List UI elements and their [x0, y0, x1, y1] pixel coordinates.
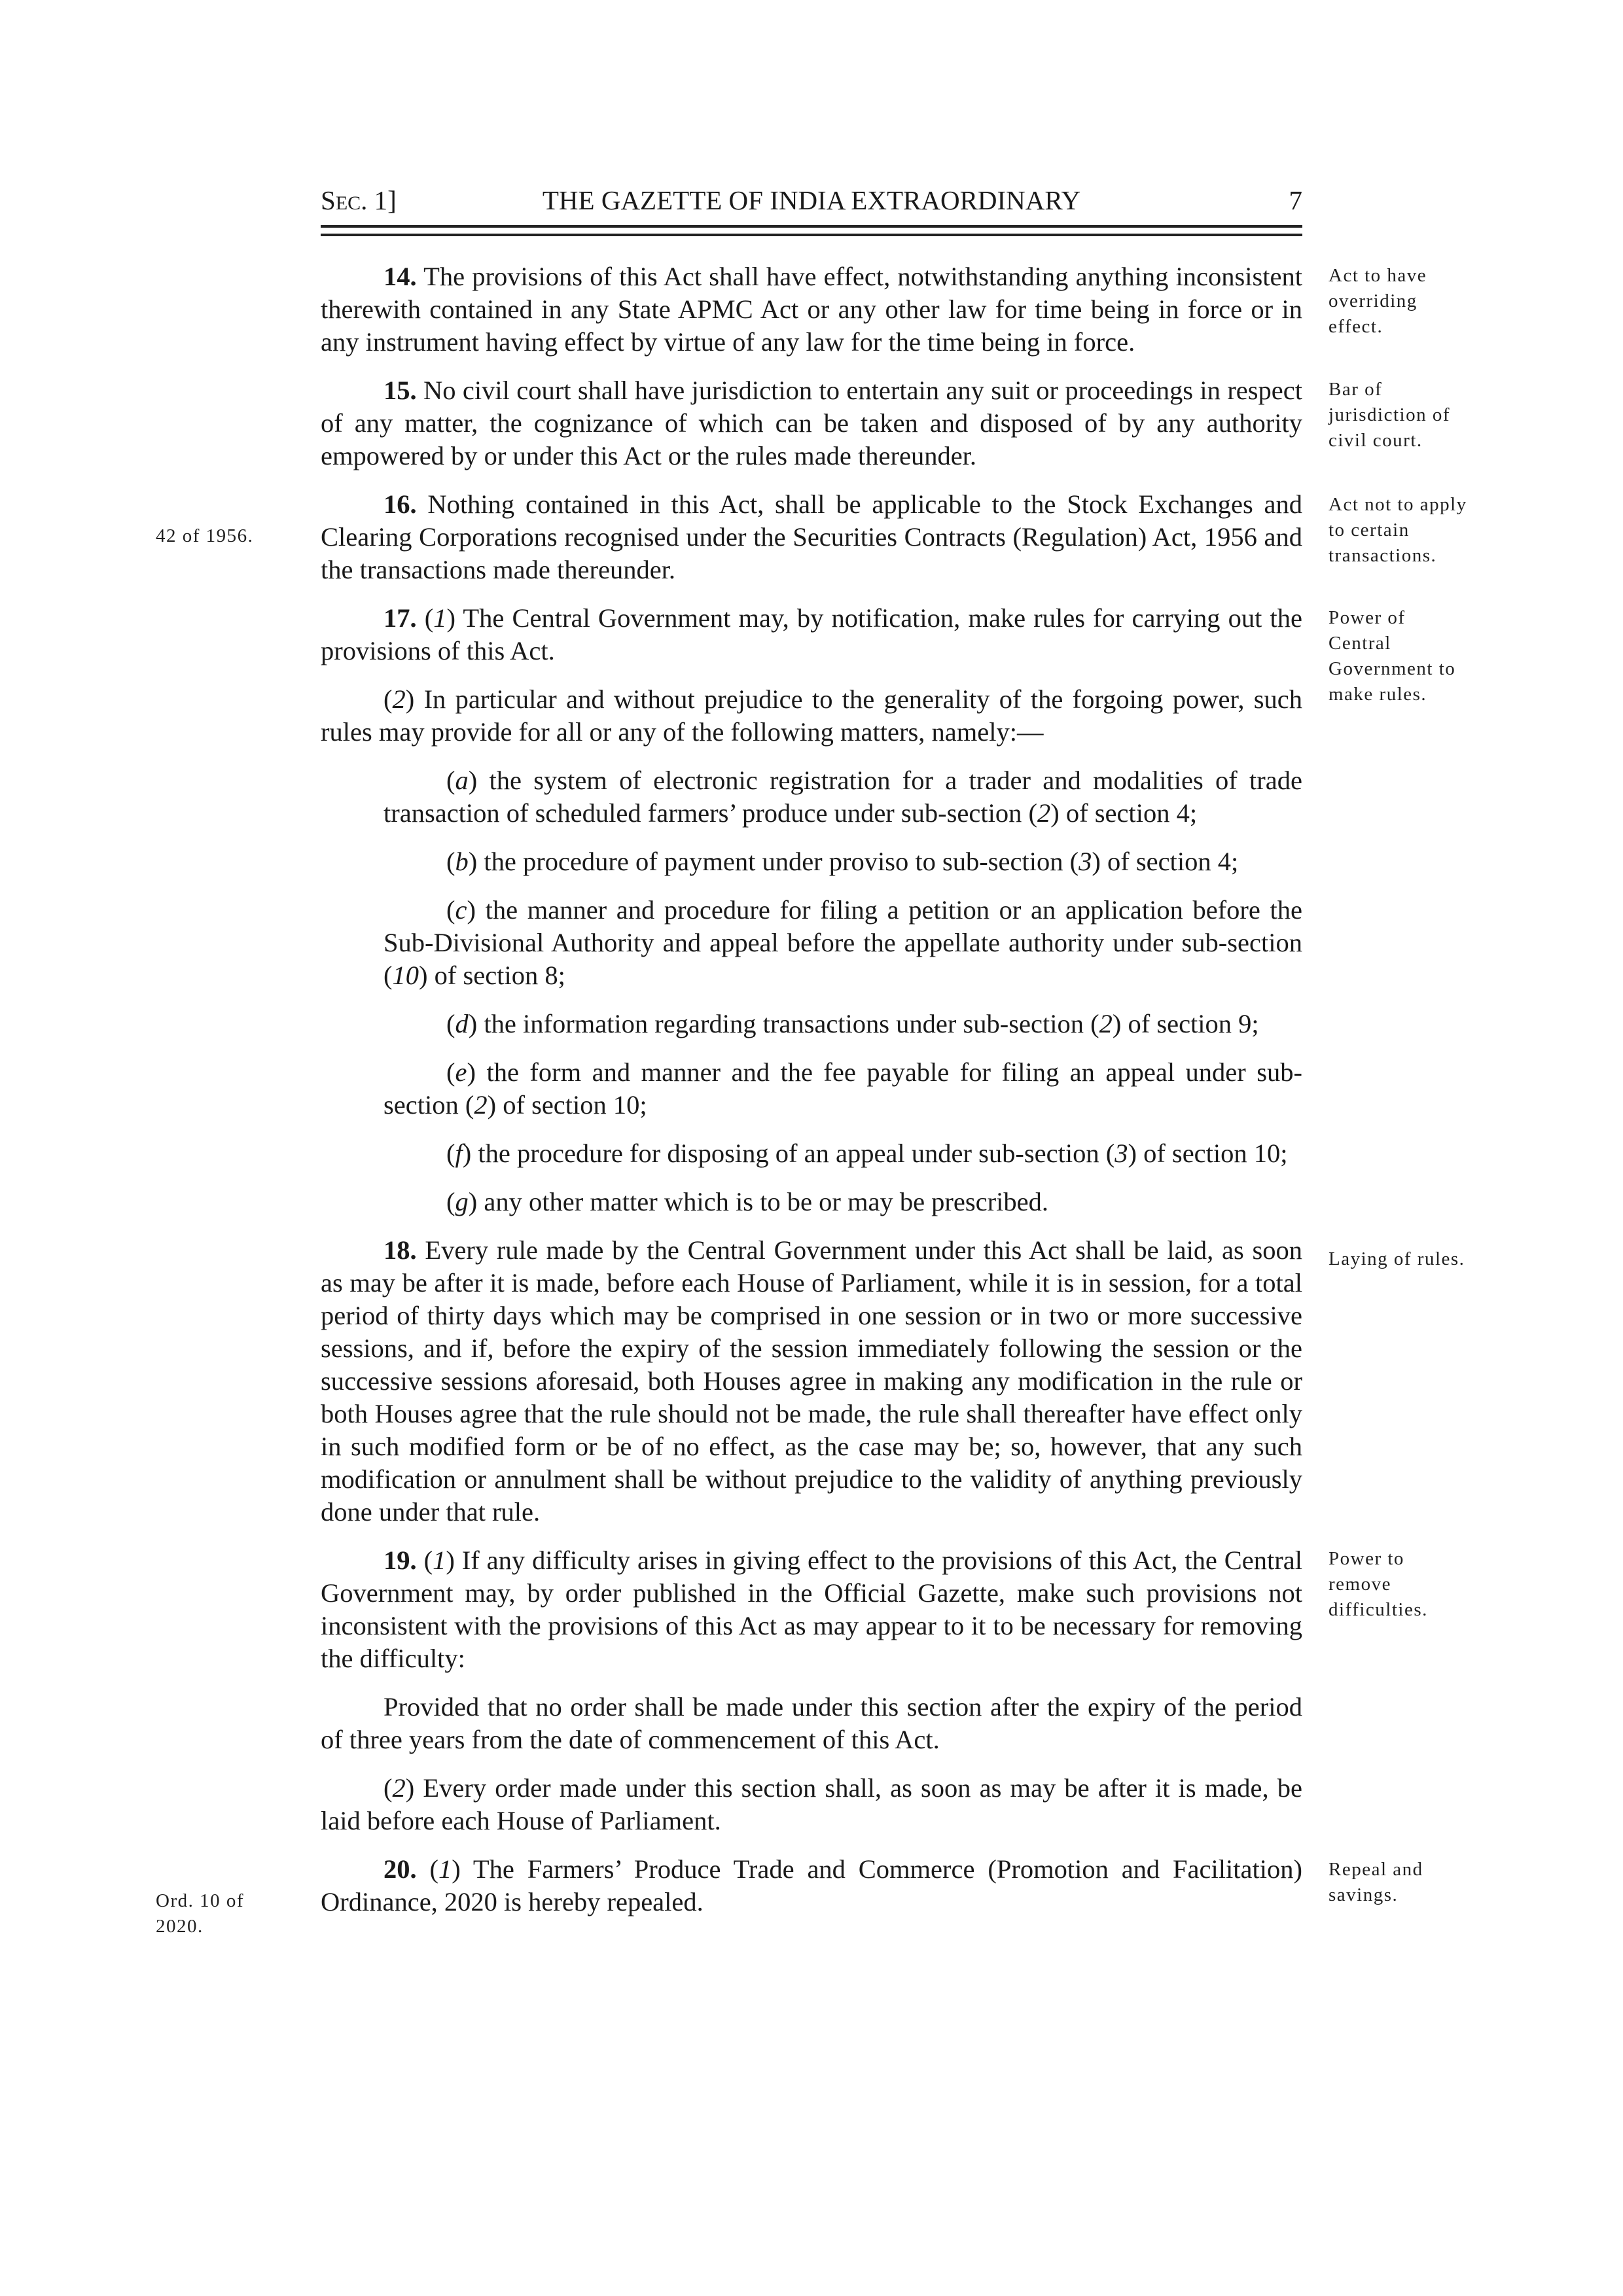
clause-label: c [455, 895, 467, 925]
margin-note-s19: Power to remove difficulties. [1329, 1548, 1428, 1620]
clause-label: d [455, 1009, 469, 1038]
clause-item: (f) the procedure for disposing of an appeal under sub-section (3) of section 10; [446, 1139, 1288, 1168]
clause-item: (b) the procedure of payment under proviso to sub-section (3) of section 4; [446, 847, 1239, 876]
subsection-text: In particular and without prejudice to the generality of the forgoing power, such rules may provide for all or any of the following matters, namely:— [321, 684, 1302, 747]
subsection-reference: 10 [392, 961, 419, 990]
subsection-label: 2 [392, 684, 406, 714]
subsection-text: If any difficulty arises in giving effect to the provisions of this Act, the Central Government may, by order published in the Official Gazette, make such provisions not inconsistent with the provisions of this Act as may appear to it to be necessary for removing the difficulty: [321, 1545, 1302, 1673]
subsection-text: The Farmers’ Produce Trade and Commerce (Promotion and Facilitation) Ordinance, 2020 is hereby repealed. [321, 1854, 1302, 1916]
section-text: No civil court shall have jurisdiction to entertain any suit or proceedings in respect of any matter, the cognizance of which can be taken and disposed of by any authority empowered by or under this Act or the rules made thereunder. [321, 376, 1302, 470]
header-rule-bottom [321, 234, 1302, 236]
clause-text: the procedure for disposing of an appeal under sub-section ( [471, 1139, 1115, 1168]
clause-list [321, 764, 1302, 1218]
section-suffix: . 1] [361, 185, 397, 215]
page-number: 7 [1289, 185, 1302, 215]
section-16 [321, 488, 1302, 586]
clause-text-end: ) of section 4; [1092, 847, 1239, 876]
section-19-proviso: Provided that no order shall be made under this section after the expiry of the period of three years from the date of commencement of this Act. [321, 1692, 1302, 1754]
clause-item: (c) the manner and procedure for filing a petition or an application before the Sub-Divisional Authority and appeal before the appellate authority under sub-section (10) of section 8; [383, 895, 1302, 990]
subsection-text: The Central Government may, by notification, make rules for carrying out the provisions of this Act. [321, 603, 1302, 665]
margin-note-s14: Act to have overriding effect. [1329, 265, 1427, 337]
clause-item: (e) the form and manner and the fee payable for filing an appeal under sub-section (2) of section 10; [383, 1057, 1302, 1120]
section-19-2: (2) Every order made under this section shall, as soon as may be after it is made, be laid before each House of Parliament. [321, 1773, 1302, 1835]
section-15 [321, 374, 1302, 472]
section-20-1: 20. (1) The Farmers’ Produce Trade and Commerce (Promotion and Facilitation) Ordinance, 2020 is hereby repealed. [321, 1854, 1302, 1916]
clause-text-end: ) of section 10; [487, 1090, 647, 1120]
subsection-reference: 3 [1115, 1139, 1128, 1168]
section-smallcaps: EC [335, 192, 361, 214]
margin-citation-s16: 42 of 1956. [156, 525, 254, 546]
clause-text: the form and manner and the fee payable for filing an appeal under sub-section ( [383, 1057, 1302, 1120]
section-number: 17. [383, 603, 417, 633]
subsection-text: Every order made under this section shall, as soon as may be after it is made, be laid before each House of Parliament. [321, 1773, 1302, 1835]
margin-note-s15: Bar of jurisdiction of civil court. [1329, 379, 1451, 451]
clause-text: any other matter which is to be or may be prescribed. [477, 1187, 1048, 1216]
header-rule-top [321, 225, 1302, 228]
subsection-reference: 2 [1099, 1009, 1113, 1038]
margin-citation-s20: Ord. 10 of 2020. [156, 1890, 245, 1937]
section-17-2: (2) In particular and without prejudice to the generality of the forgoing power, such rules may provide for all or any of the following matters, namely:— [321, 684, 1302, 747]
section-number: 15. [383, 376, 417, 405]
section-17-1: 17. (1) The Central Government may, by notification, make rules for carrying out the provisions of this Act. [321, 603, 1302, 665]
section-number: 18. [383, 1235, 417, 1265]
subsection-label: 1 [438, 1854, 452, 1884]
subsection-label: 1 [433, 603, 447, 633]
clause-label: e [455, 1057, 467, 1087]
section-text: Nothing contained in this Act, shall be applicable to the Stock Exchanges and Clearing Corporations recognised under the Securities Contracts (Regulation) Act, 1956 and the transactions made thereunder. [321, 489, 1302, 584]
clause-text: the procedure of payment under proviso to sub-section ( [477, 847, 1079, 876]
clause-item: (a) the system of electronic registration for a trader and modalities of trade transaction of scheduled farmers’ produce under sub-section (2) of section 4; [383, 766, 1302, 828]
section-18 [321, 1234, 1302, 1528]
clause-label: b [455, 847, 469, 876]
clause-text-end: ) of section 4; [1050, 798, 1198, 828]
section-number: 14. [383, 262, 417, 291]
clause-text: the manner and procedure for filing a petition or an application before the Sub-Divisional Authority and appeal before the appellate authority under sub-section ( [383, 895, 1302, 990]
section-number: 20. [383, 1854, 417, 1884]
clause-text-end: ) of section 10; [1128, 1139, 1288, 1168]
clause-text-end: ) of section 8; [419, 961, 565, 990]
margin-note-s18: Laying of rules. [1329, 1248, 1465, 1269]
subsection-reference: 2 [474, 1090, 488, 1120]
clause-label: f [455, 1139, 463, 1168]
section-19-1: 19. (1) If any difficulty arises in giving effect to the provisions of this Act, the Central Government may, by order published in the Official Gazette, make such provisions not inconsistent with the provisions of this Act as may appear to it to be necessary for removing the difficulty: [321, 1545, 1302, 1673]
clause-text: the system of electronic registration for a trader and modalities of trade transaction of scheduled farmers’ produce under sub-section ( [383, 766, 1302, 828]
clause-text: the information regarding transactions under sub-section ( [477, 1009, 1099, 1038]
gazette-title: THE GAZETTE OF INDIA EXTRAORDINARY [542, 185, 1081, 215]
section-text: The provisions of this Act shall have effect, notwithstanding anything inconsistent therewith contained in any State APMC Act or any other law for time being in force or in any instrument having effect by virtue of any law for the time being in force. [321, 262, 1302, 357]
subsection-reference: 3 [1079, 847, 1092, 876]
clause-label: g [455, 1187, 469, 1216]
section-14 [321, 260, 1302, 359]
subsection-reference: 2 [1037, 798, 1051, 828]
clause-item: (g) any other matter which is to be or may be prescribed. [446, 1187, 1048, 1216]
margin-note-s17: Power of Central Government to make rules. [1329, 607, 1456, 705]
clause-item: (d) the information regarding transactions under sub-section (2) of section 9; [446, 1009, 1259, 1038]
section-prefix: S [321, 185, 336, 215]
section-number: 19. [383, 1545, 417, 1575]
subsection-label: 1 [433, 1545, 446, 1575]
margin-note-s16: Act not to apply to certain transactions. [1329, 494, 1467, 566]
document-body [321, 260, 1302, 1934]
clause-label: a [455, 766, 469, 795]
page-header [321, 185, 1302, 224]
clause-text-end: ) of section 9; [1112, 1009, 1259, 1038]
section-text: Every rule made by the Central Government under this Act shall be laid, as soon as may be after it is made, before each House of Parliament, while it is in session, for a total period of thirty days which may be comprised in one session or in two or more successive sessions, and if, before the expiry of the session immediately following the session or the successive sessions aforesaid, both Houses agree in making any modification in the rule or both Houses agree that the rule should not be made, the rule shall thereafter have effect only in such modified form or be of no effect, as the case may be; so, however, that any such modification or annulment shall be without prejudice to the validity of anything previously done under that rule. [321, 1235, 1302, 1527]
margin-note-s20: Repeal and savings. [1329, 1859, 1423, 1905]
section-number: 16. [383, 489, 417, 519]
subsection-label: 2 [392, 1773, 406, 1803]
